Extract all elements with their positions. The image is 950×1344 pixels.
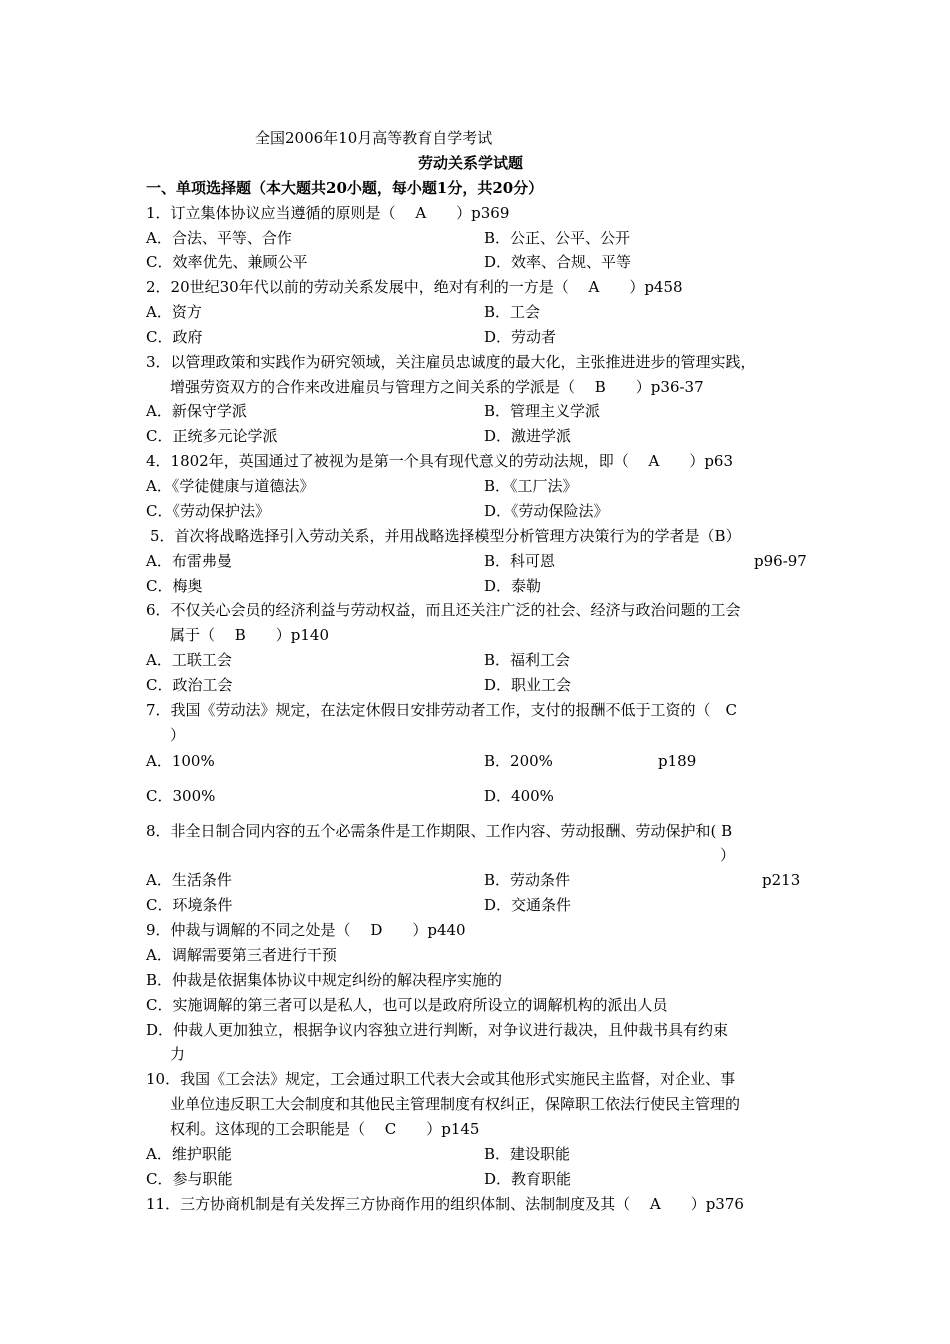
question-8-option-a: A．生活条件: [146, 871, 232, 889]
question-7-option-a: A．100%: [146, 752, 215, 770]
question-7-stem-line1: 7．我国《劳动法》规定，在法定休假日安排劳动者工作，支付的报酬不低于工资的（ C: [146, 701, 738, 719]
question-9-option-d-cont: 力: [170, 1045, 186, 1063]
question-2-option-a: A．资方: [146, 303, 202, 321]
question-8-stem-line2: ）: [720, 846, 736, 864]
question-8-option-b: B．劳动条件: [484, 871, 571, 889]
question-6-option-b: B．福利工会: [484, 651, 571, 669]
question-8-option-c: C．环境条件: [146, 896, 233, 914]
question-4-option-d: D．《劳动保险法》: [484, 502, 609, 520]
question-8-page-ref: p213: [762, 871, 801, 889]
question-10-option-b: B．建设职能: [484, 1145, 571, 1163]
subject-title: 劳动关系学试题: [418, 154, 524, 172]
question-10-option-a: A．维护职能: [146, 1145, 232, 1163]
question-7-option-d: D．400%: [484, 787, 554, 805]
question-3-stem-line2: 增强劳资双方的合作来改进雇员与管理方之间关系的学派是（ B ）p36-37: [170, 378, 704, 396]
question-5-option-a: A．布雷弗曼: [146, 552, 232, 570]
question-7-option-c: C．300%: [146, 787, 216, 805]
question-11-stem: 11．三方协商机制是有关发挥三方协商作用的组织体制、法制制度及其（ A ）p376: [146, 1195, 744, 1213]
section-heading: 一、单项选择题（本大题共20小题，每小题1分，共20分）: [146, 179, 544, 197]
question-1-option-b: B．公正、公平、公开: [484, 229, 631, 247]
question-4-stem: 4．1802年，英国通过了被视为是第一个具有现代意义的劳动法规，即（ A ）p63: [146, 452, 734, 470]
question-6-stem-line1: 6．不仅关心会员的经济利益与劳动权益，而且还关注广泛的社会、经济与政治问题的工会: [146, 601, 741, 619]
question-3-option-b: B．管理主义学派: [484, 402, 601, 420]
question-7-stem-line2: ）: [170, 726, 186, 744]
question-2-option-b: B．工会: [484, 303, 541, 321]
question-7-option-b: B．200%: [484, 752, 553, 770]
question-10-stem-line2: 业单位违反职工大会制度和其他民主管理制度有权纠正，保障职工依法行使民主管理的: [170, 1095, 741, 1113]
question-5-option-c: C．梅奥: [146, 577, 203, 595]
question-9-option-c: C．实施调解的第三者可以是私人，也可以是政府所设立的调解机构的派出人员: [146, 996, 668, 1014]
question-2-option-d: D．劳动者: [484, 328, 557, 346]
question-1-stem: 1．订立集体协议应当遵循的原则是（ A ）p369: [146, 204, 510, 222]
question-1-option-a: A．合法、平等、合作: [146, 229, 292, 247]
question-8-option-d: D．交通条件: [484, 896, 572, 914]
question-6-option-c: C．政治工会: [146, 676, 233, 694]
question-10-stem-line3: 权利。这体现的工会职能是（ C ）p145: [170, 1120, 480, 1138]
question-3-option-d: D．激进学派: [484, 427, 572, 445]
question-7-page-ref: p189: [658, 752, 697, 770]
question-9-option-d: D．仲裁人更加独立，根据争议内容独立进行判断，对争议进行裁决，且仲裁书具有约束: [146, 1021, 729, 1039]
question-10-stem-line1: 10．我国《工会法》规定，工会通过职工代表大会或其他形式实施民主监督，对企业、事: [146, 1070, 736, 1088]
question-8-stem-line1: 8．非全日制合同内容的五个必需条件是工作期限、工作内容、劳动报酬、劳动保护和( B: [146, 822, 733, 840]
question-9-option-a: A．调解需要第三者进行干预: [146, 946, 337, 964]
question-5-page-ref: p96-97: [754, 552, 807, 570]
question-9-option-b: B．仲裁是依据集体协议中规定纠纷的解决程序实施的: [146, 971, 503, 989]
question-1-option-d: D．效率、合规、平等: [484, 253, 632, 271]
question-4-option-a: A．《学徒健康与道德法》: [146, 477, 315, 495]
question-2-option-c: C．政府: [146, 328, 203, 346]
question-6-option-d: D．职业工会: [484, 676, 572, 694]
question-4-option-c: C．《劳动保护法》: [146, 502, 270, 520]
question-5-option-d: D．泰勒: [484, 577, 542, 595]
question-6-stem-line2: 属于（ B ）p140: [170, 626, 330, 644]
question-3-stem-line1: 3．以管理政策和实践作为研究领域，关注雇员忠诚度的最大化，主张推进进步的管理实践，: [146, 353, 756, 371]
question-3-option-a: A．新保守学派: [146, 402, 247, 420]
question-5-stem: 5．首次将战略选择引入劳动关系，并用战略选择模型分析管理方决策行为的学者是（B）: [150, 527, 741, 545]
question-6-option-a: A．工联工会: [146, 651, 232, 669]
question-1-option-c: C．效率优先、兼顾公平: [146, 253, 308, 271]
question-10-option-d: D．教育职能: [484, 1170, 572, 1188]
question-2-stem: 2．20世纪30年代以前的劳动关系发展中，绝对有利的一方是（ A ）p458: [146, 278, 683, 296]
exam-title: 全国2006年10月高等教育自学考试: [255, 129, 493, 147]
question-3-option-c: C．正统多元论学派: [146, 427, 278, 445]
question-9-stem: 9．仲裁与调解的不同之处是（ D ）p440: [146, 921, 466, 939]
question-10-option-c: C．参与职能: [146, 1170, 233, 1188]
question-5-option-b: B．科可恩: [484, 552, 556, 570]
question-4-option-b: B．《工厂法》: [484, 477, 578, 495]
